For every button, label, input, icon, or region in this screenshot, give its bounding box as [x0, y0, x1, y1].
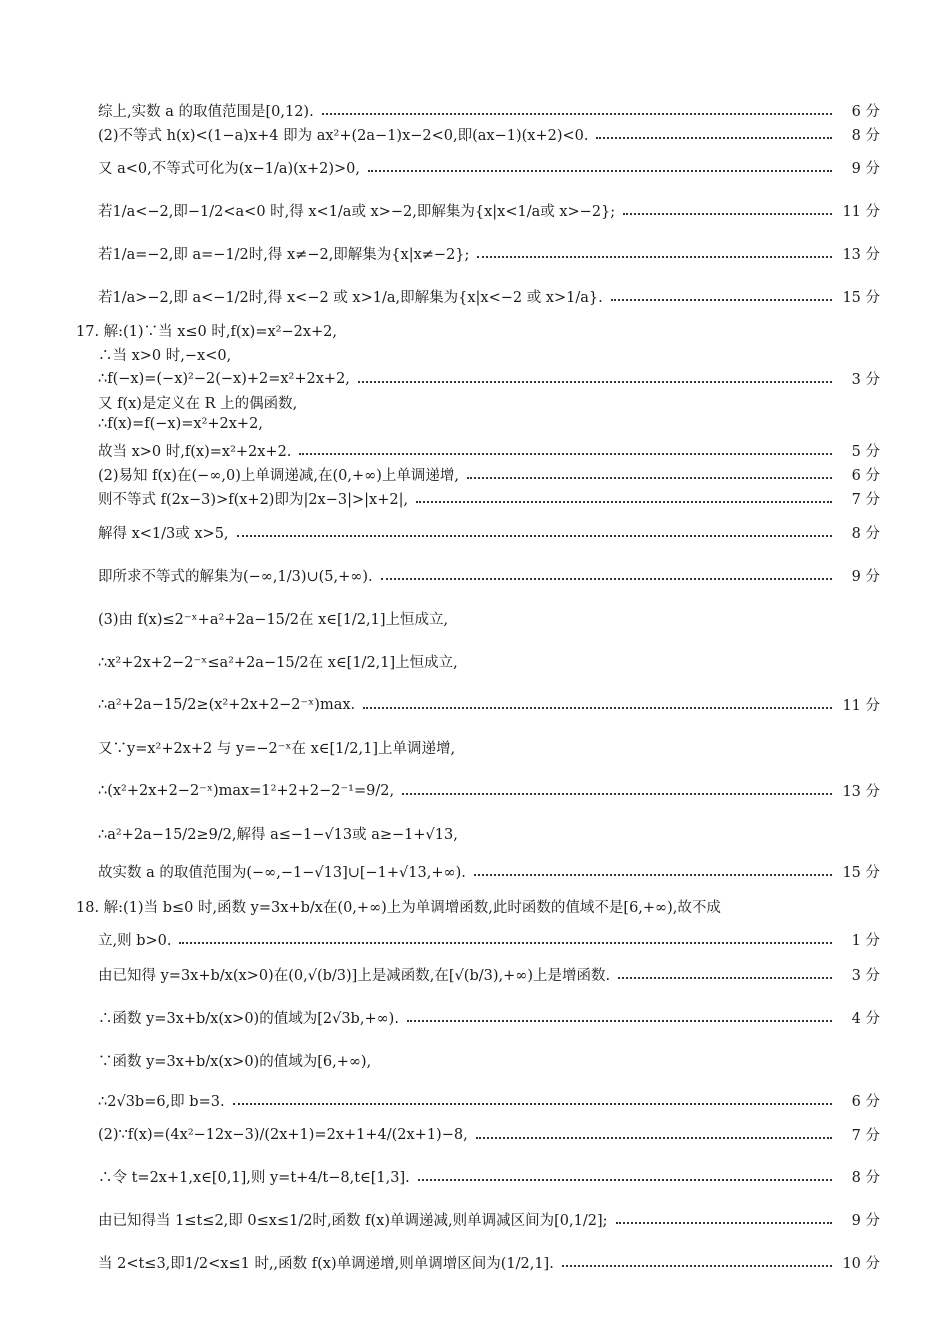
- solution-line: [98, 286, 880, 307]
- solution-line: [98, 124, 880, 145]
- solution-text: ∴x²+2x+2−2⁻ˣ≤a²+2a−15/2在 x∈[1/2,1]上恒成立,: [98, 655, 458, 671]
- score-mark: 9 分: [851, 1213, 880, 1229]
- dot-leader: [179, 942, 832, 944]
- solution-text: 解得 x<1/3或 x>5,: [98, 526, 229, 542]
- solution-text: 由已知得 y=3x+b/x(x>0)在(0,√(b/3)]上是减函数,在[√(b/3),+∞)上是增函数.: [98, 968, 611, 984]
- dot-leader: [474, 874, 832, 876]
- solution-line: [98, 823, 880, 844]
- solution-text: 17. 解:(1)∵当 x≤0 时,f(x)=x²−2x+2,: [76, 324, 338, 340]
- score-mark: 13 分: [842, 784, 880, 800]
- solution-line: [98, 488, 880, 509]
- solution-line: [98, 440, 880, 461]
- solution-text: ∴函数 y=3x+b/x(x>0)的值域为[2√3b,+∞).: [98, 1011, 399, 1027]
- dot-leader: [299, 453, 832, 455]
- score-mark: 5 分: [851, 444, 880, 460]
- score-mark: 7 分: [851, 1128, 880, 1144]
- solution-text: 则不等式 f(2x−3)>f(x+2)即为|2x−3|>|x+2|,: [98, 492, 409, 508]
- solution-line: [98, 694, 880, 715]
- solution-text: ∴a²+2a−15/2≥9/2,解得 a≤−1−√13或 a≥−1+√13,: [98, 827, 458, 843]
- solution-line: [98, 100, 880, 121]
- score-mark: 8 分: [851, 128, 880, 144]
- dot-leader: [322, 113, 832, 115]
- solution-text: (2)∵f(x)=(4x²−12x−3)/(2x+1)=2x+1+4/(2x+1)−8,: [98, 1126, 468, 1143]
- solution-text: 故当 x>0 时,f(x)=x²+2x+2.: [98, 444, 292, 460]
- dot-leader: [616, 1222, 833, 1224]
- solution-line: [98, 522, 880, 543]
- dot-leader: [358, 381, 832, 383]
- solution-text: 当 2<t≤3,即1/2<x≤1 时,,函数 f(x)单调递增,则单调增区间为(1/2,1].: [98, 1256, 554, 1272]
- score-mark: 6 分: [851, 468, 880, 484]
- dot-leader: [237, 535, 832, 537]
- score-mark: 8 分: [851, 1170, 880, 1186]
- score-mark: 7 分: [851, 492, 880, 508]
- score-mark: 6 分: [851, 1094, 880, 1110]
- solution-line: [98, 608, 880, 629]
- solution-text: ∴(x²+2x+2−2⁻ˣ)max=1²+2+2−2⁻¹=9/2,: [98, 782, 395, 799]
- dot-leader: [618, 977, 832, 979]
- solution-text: 即所求不等式的解集为(−∞,1/3)∪(5,+∞).: [98, 569, 373, 585]
- dot-leader: [418, 1179, 832, 1181]
- solution-line: [98, 1007, 880, 1028]
- score-mark: 8 分: [851, 526, 880, 542]
- score-mark: 11 分: [842, 204, 880, 220]
- solution-text: 18. 解:(1)当 b≤0 时,函数 y=3x+b/x在(0,+∞)上为单调增函数,此时函数的值域不是[6,+∞),故不成: [76, 900, 721, 916]
- solution-line: [98, 929, 880, 950]
- solution-text: 若1/a=−2,即 a=−1/2时,得 x≠−2,即解集为{x|x≠−2};: [98, 247, 470, 263]
- dot-leader: [623, 213, 832, 215]
- score-mark: 15 分: [842, 865, 880, 881]
- dot-leader: [477, 256, 832, 258]
- solution-line: [98, 1209, 880, 1230]
- solution-text: (3)由 f(x)≤2⁻ˣ+a²+2a−15/2在 x∈[1/2,1]上恒成立,: [98, 612, 449, 628]
- dot-leader: [416, 501, 832, 503]
- solution-line: [98, 861, 880, 882]
- dot-leader: [363, 707, 832, 709]
- score-mark: 11 分: [842, 698, 880, 714]
- solution-text: ∴当 x>0 时,−x<0,: [98, 348, 232, 364]
- solution-line: [98, 964, 880, 985]
- solution-text: ∵函数 y=3x+b/x(x>0)的值域为[6,+∞),: [98, 1054, 372, 1070]
- solution-text: ∴f(x)=f(−x)=x²+2x+2,: [98, 416, 263, 432]
- solution-line: [98, 1166, 880, 1187]
- score-mark: 3 分: [851, 372, 880, 388]
- solution-line: [98, 243, 880, 264]
- solution-text: 综上,实数 a 的取值范围是[0,12).: [98, 104, 314, 120]
- dot-leader: [611, 299, 832, 301]
- dot-leader: [467, 477, 832, 479]
- solution-text: ∴2√3b=6,即 b=3.: [98, 1094, 225, 1110]
- dot-leader: [233, 1103, 832, 1105]
- solution-text: ∴f(−x)=(−x)²−2(−x)+2=x²+2x+2,: [98, 370, 350, 387]
- dot-leader: [368, 170, 832, 172]
- solution-line: [98, 780, 880, 801]
- score-mark: 1 分: [851, 933, 880, 949]
- solution-text: (2)易知 f(x)在(−∞,0)上单调递减,在(0,+∞)上单调递增,: [98, 468, 459, 484]
- solution-line: [98, 1050, 880, 1071]
- solution-text: 若1/a<−2,即−1/2<a<0 时,得 x<1/a或 x>−2,即解集为{x|x<1/a或 x>−2};: [98, 204, 616, 220]
- solution-line: [98, 464, 880, 485]
- solution-text: (2)不等式 h(x)<(1−a)x+4 即为 ax²+(2a−1)x−2<0,即(ax−1)(x+2)<0.: [98, 128, 589, 144]
- score-mark: 15 分: [842, 290, 880, 306]
- score-mark: 10 分: [842, 1256, 880, 1272]
- dot-leader: [596, 137, 832, 139]
- dot-leader: [381, 578, 832, 580]
- score-mark: 4 分: [851, 1011, 880, 1027]
- solution-text: 立,则 b>0.: [98, 933, 172, 949]
- score-mark: 6 分: [851, 104, 880, 120]
- solution-text: 又 a<0,不等式可化为(x−1/a)(x+2)>0,: [98, 161, 360, 177]
- problem-heading: [76, 320, 880, 341]
- dot-leader: [562, 1265, 832, 1267]
- score-mark: 13 分: [842, 247, 880, 263]
- dot-leader: [476, 1137, 832, 1139]
- score-mark: 9 分: [851, 161, 880, 177]
- solution-line: [98, 392, 880, 413]
- solution-line: [98, 200, 880, 221]
- solution-line: [98, 1252, 880, 1273]
- solution-text: ∴令 t=2x+1,x∈[0,1],则 y=t+4/t−8,t∈[1,3].: [98, 1170, 410, 1186]
- problem-heading: [76, 896, 880, 917]
- solution-line: [98, 368, 880, 389]
- solution-line: [98, 1124, 880, 1145]
- score-mark: 3 分: [851, 968, 880, 984]
- score-mark: 9 分: [851, 569, 880, 585]
- solution-text: 若1/a>−2,即 a<−1/2时,得 x<−2 或 x>1/a,即解集为{x|x<−2 或 x>1/a}.: [98, 290, 603, 306]
- solution-text: 又∵y=x²+2x+2 与 y=−2⁻ˣ在 x∈[1/2,1]上单调递增,: [98, 741, 456, 757]
- dot-leader: [407, 1020, 832, 1022]
- solution-line: [98, 565, 880, 586]
- solution-line: [98, 157, 880, 178]
- solution-text: 故实数 a 的取值范围为(−∞,−1−√13]∪[−1+√13,+∞).: [98, 865, 466, 881]
- solution-text: 又 f(x)是定义在 R 上的偶函数,: [98, 396, 298, 412]
- solution-line: [98, 1090, 880, 1111]
- solution-line: [98, 737, 880, 758]
- solution-line: [98, 651, 880, 672]
- solution-line: [98, 344, 880, 365]
- dot-leader: [402, 793, 832, 795]
- solution-line: [98, 416, 880, 432]
- solution-text: ∴a²+2a−15/2≥(x²+2x+2−2⁻ˣ)max.: [98, 696, 356, 713]
- solution-text: 由已知得当 1≤t≤2,即 0≤x≤1/2时,函数 f(x)单调递减,则单调减区间为[0,1/2];: [98, 1213, 608, 1229]
